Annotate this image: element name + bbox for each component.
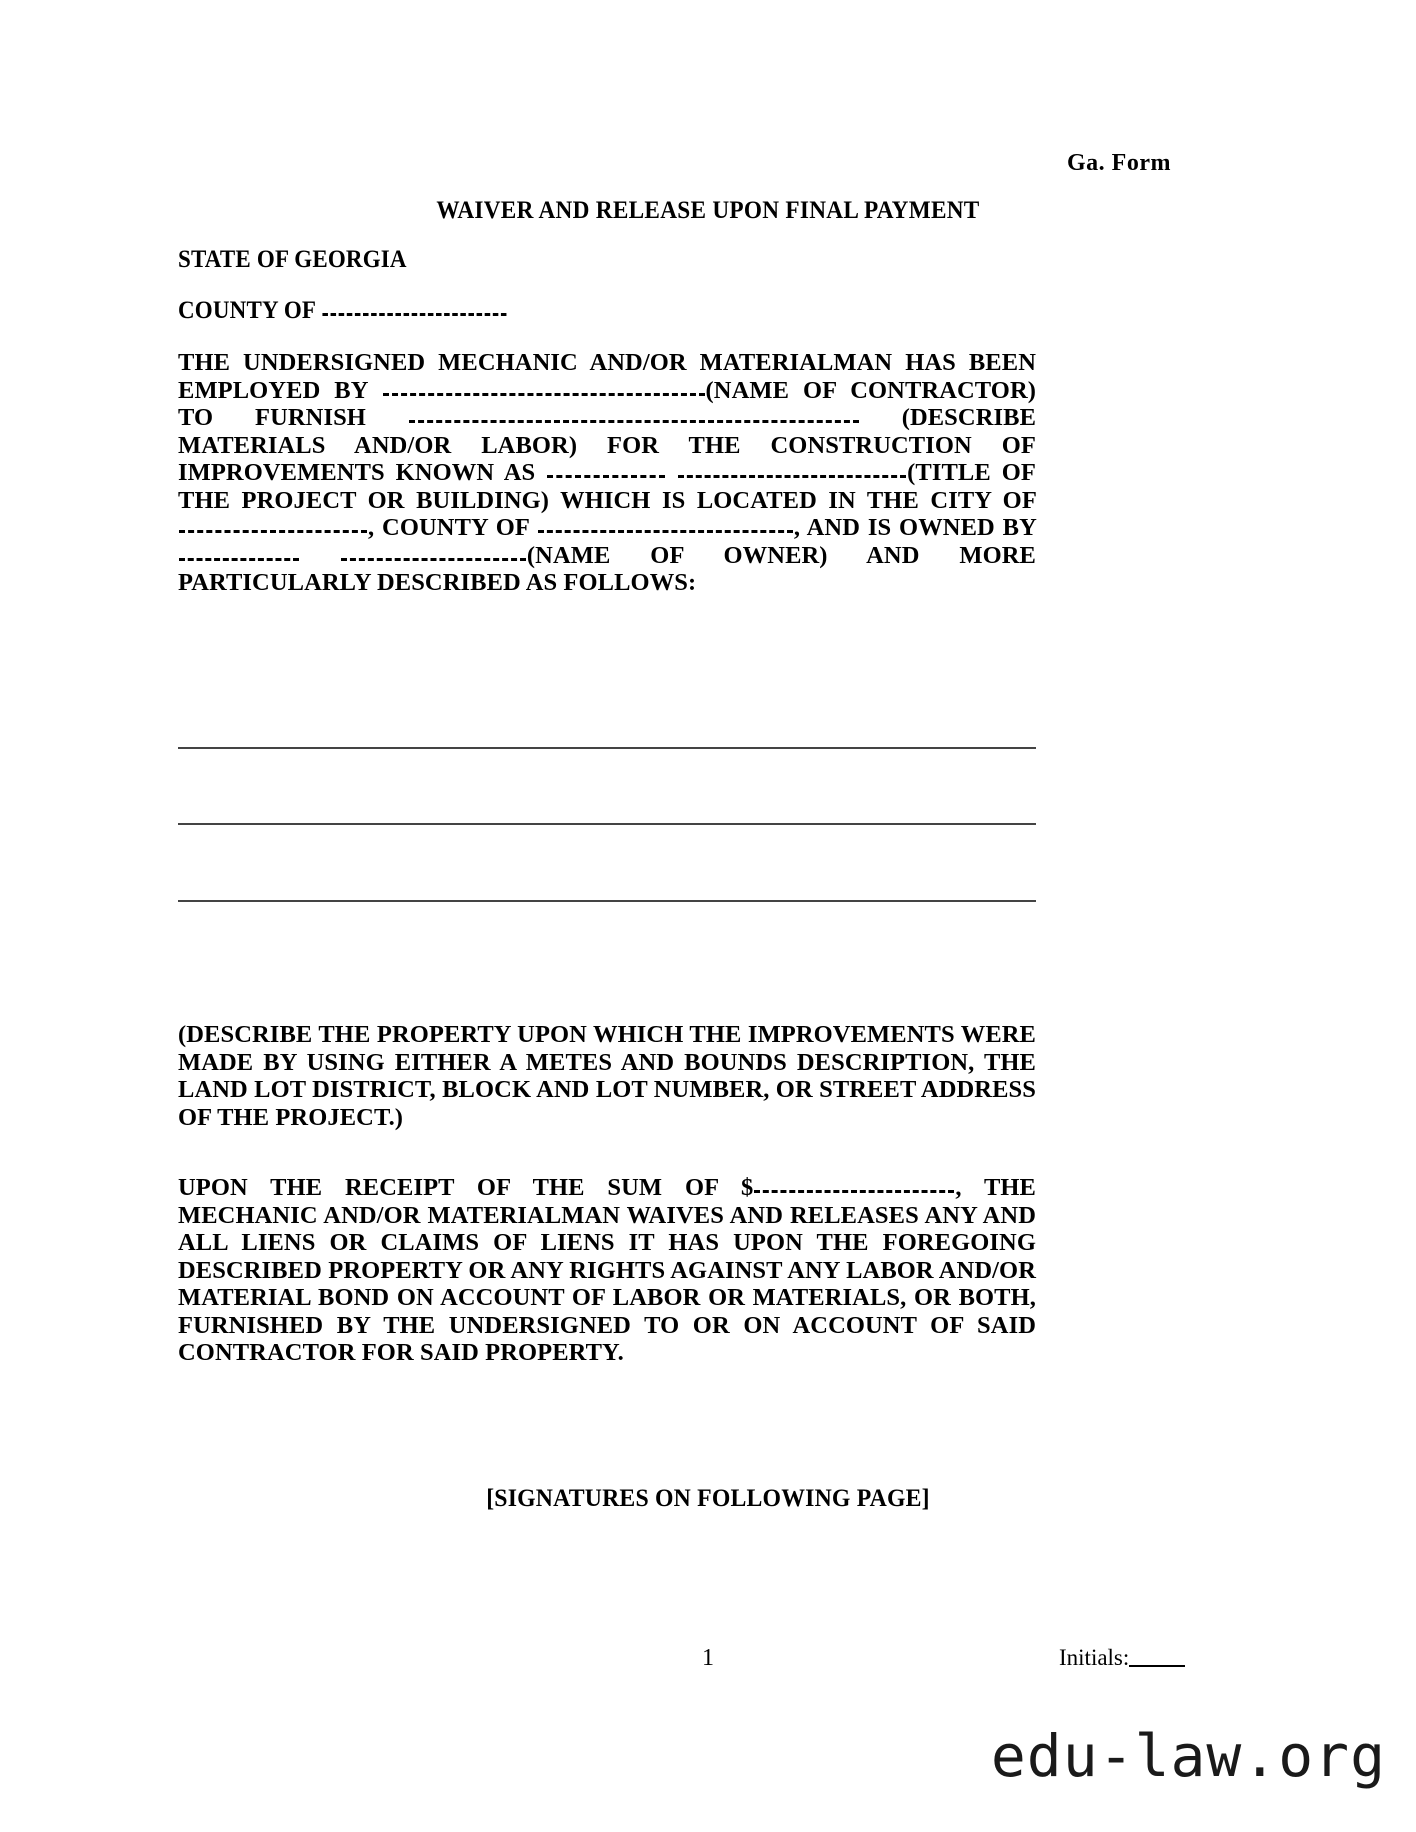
para1-text-7: (NAME OF OWNER) AND MORE PARTICULARLY DESCRIBED AS FOLLOWS: <box>178 541 1036 596</box>
describe-property-block <box>178 1021 1036 1131</box>
initials-blank[interactable] <box>1129 1648 1185 1667</box>
county-label: COUNTY OF <box>178 297 316 324</box>
project-title-blank-a[interactable] <box>547 460 665 478</box>
county-line <box>178 297 967 325</box>
paragraph-describe-property: (DESCRIBE THE PROPERTY UPON WHICH THE IMPROVEMENTS WERE MADE BY USING EITHER A METES AND BOUNDS DESCRIPTION, THE LAND LOT DISTRICT, BLOCK AND LOT NUMBER, OR STREET ADDRESS OF THE PROJECT.) <box>178 1021 1036 1131</box>
para1-text-6: , AND IS OWNED BY <box>793 514 1036 541</box>
sum-amount-blank[interactable] <box>754 1175 954 1193</box>
para1-text-2: (NAME OF CONTRACTOR) TO FURNISH <box>178 376 1036 431</box>
initials-field <box>1059 1645 1185 1671</box>
para3-text-1: UPON THE RECEIPT OF THE SUM OF $ <box>178 1174 754 1201</box>
page-number: 1 <box>702 1645 714 1671</box>
owner-name-blank-b[interactable] <box>341 543 526 561</box>
state-line: STATE OF GEORGIA <box>178 246 407 273</box>
initials-label: Initials: <box>1059 1645 1130 1670</box>
watermark: edu-law.org <box>990 1722 1386 1790</box>
description-rule-1[interactable] <box>178 747 1036 749</box>
document-body <box>178 246 1036 597</box>
materials-labor-blank[interactable] <box>409 405 859 423</box>
para1-text-5: , COUNTY OF <box>368 514 530 541</box>
county-blank-2[interactable] <box>538 515 793 533</box>
county-blank[interactable] <box>322 298 506 316</box>
paragraph-receipt <box>178 1174 1036 1367</box>
description-rule-2[interactable] <box>178 823 1036 825</box>
para1-text-4: (TITLE OF THE PROJECT OR BUILDING) WHICH IS LOCATED IN THE CITY OF <box>178 459 1036 514</box>
project-title-blank-b[interactable] <box>678 460 906 478</box>
paragraph-employment <box>178 349 1036 597</box>
owner-name-blank-a[interactable] <box>179 543 299 561</box>
para1-text-3: (DESCRIBE MATERIALS AND/OR LABOR) FOR THE CONSTRUCTION OF IMPROVEMENTS KNOWN AS <box>178 404 1037 486</box>
page-title: WAIVER AND RELEASE UPON FINAL PAYMENT <box>436 197 980 224</box>
receipt-waiver-block <box>178 1174 1036 1367</box>
contractor-name-blank[interactable] <box>383 378 705 396</box>
para1-text-1: THE UNDERSIGNED MECHANIC AND/OR MATERIALMAN HAS BEEN EMPLOYED BY <box>178 349 1036 404</box>
description-rule-3[interactable] <box>178 900 1036 902</box>
city-blank[interactable] <box>179 515 367 533</box>
para3-text-2: , THE MECHANIC AND/OR MATERIALMAN WAIVES AND RELEASES ANY AND ALL LIENS OR CLAIMS OF LIENS IT HAS UPON THE FOREGOING DESCRIBED PROPERTY OR ANY RIGHTS AGAINST ANY LABOR AND/OR MATERIAL BOND ON ACCOUNT OF LABOR OR MATERIALS, OR BOTH, FURNISHED BY THE UNDERSIGNED TO OR ON ACCOUNT OF SAID CONTRACTOR FOR SAID PROPERTY. <box>178 1174 1036 1366</box>
signatures-note: [SIGNATURES ON FOLLOWING PAGE] <box>486 1485 930 1512</box>
form-label: Ga. Form <box>1067 150 1171 176</box>
